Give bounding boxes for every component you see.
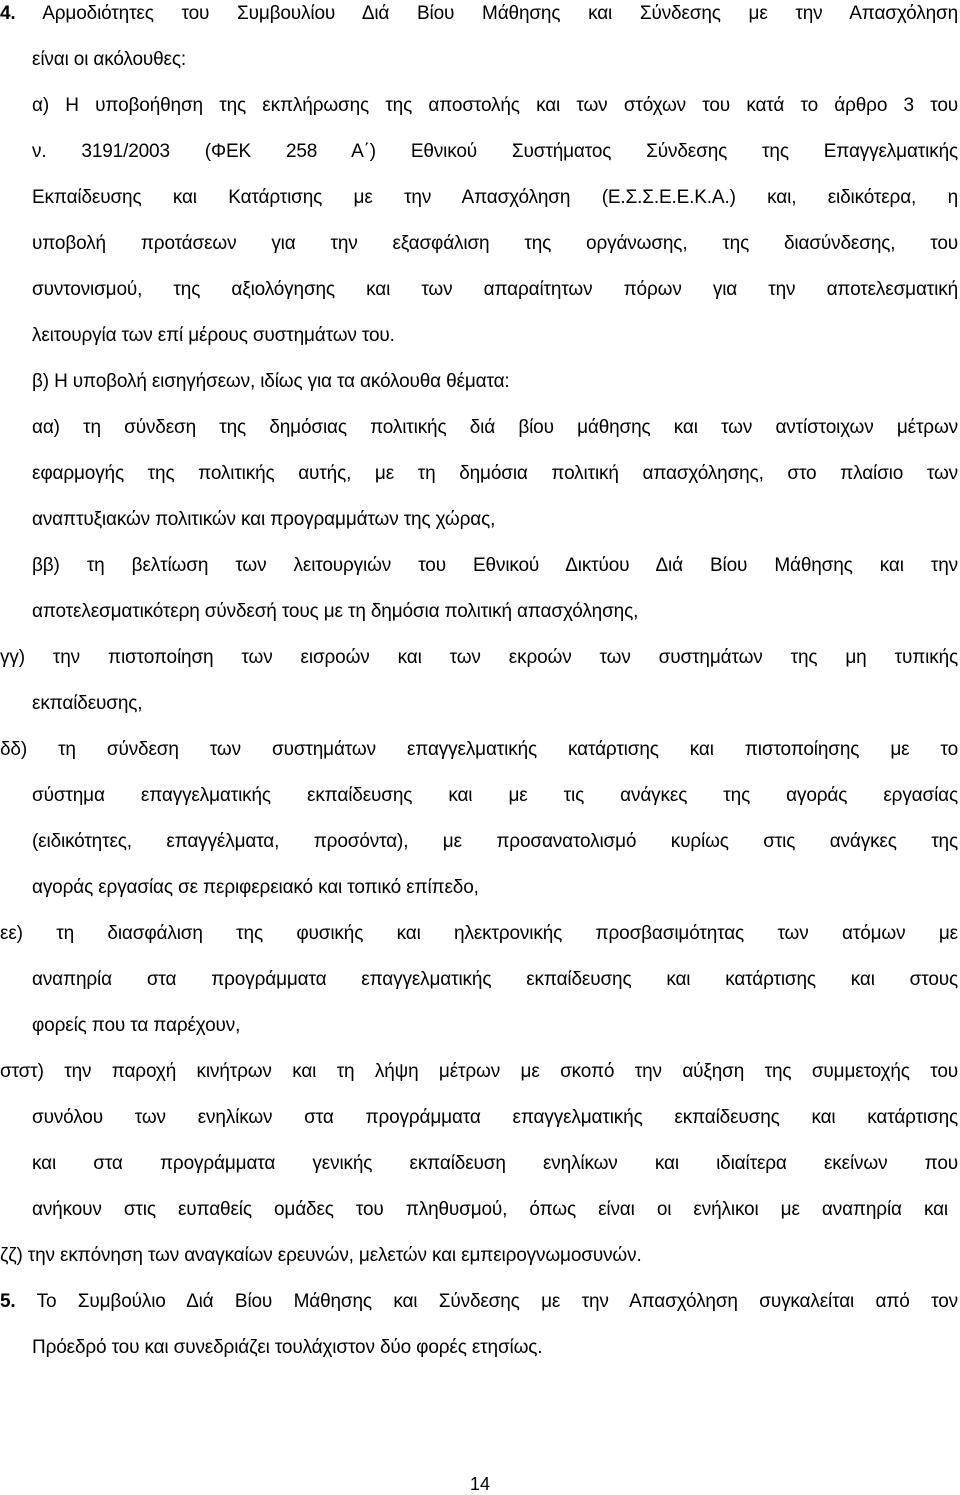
item-dd-line-2: σύστημα επαγγελματικής εκπαίδευσης και με τις ανάγκες της αγοράς εργασίας	[32, 785, 958, 806]
item-a-line-6: λειτουργία των επί μέρους συστημάτων του.	[32, 325, 395, 346]
item-ee-line-2: αναπηρία στα προγράμματα επαγγελματικής εκπαίδευσης και κατάρτισης και στους	[32, 969, 958, 990]
paragraph-4-line-2: είναι οι ακόλουθες:	[32, 49, 186, 70]
item-stst-line-2: συνόλου των ενηλίκων στα προγράμματα επαγγελματικής εκπαίδευσης και κατάρτισης	[32, 1107, 958, 1128]
item-a-line-1: α) Η υποβοήθηση της εκπλήρωσης της αποστολής και των στόχων του κατά το άρθρο 3 του	[32, 95, 958, 116]
paragraph-5-line-2: Πρόεδρό του και συνεδριάζει τουλάχιστον δύο φορές ετησίως.	[32, 1337, 543, 1358]
item-a-line-5: συντονισμού, της αξιολόγησης και των απαραίτητων πόρων για την αποτελεσματική	[32, 279, 958, 300]
item-ee-line-3: φορείς που τα παρέχουν,	[32, 1015, 241, 1036]
item-aa-line-2: εφαρμογής της πολιτικής αυτής, με τη δημόσια πολιτική απασχόλησης, στο πλαίσιο των	[32, 463, 958, 484]
item-stst-line-4: ανήκουν στις ευπαθείς ομάδες του πληθυσμού, όπως είναι οι ενήλικοι με αναπηρία και	[32, 1199, 948, 1220]
item-dd-line-1: δδ) τη σύνδεση των συστημάτων επαγγελματικής κατάρτισης και πιστοποίησης με το	[0, 739, 958, 760]
item-gg-line-2: εκπαίδευσης,	[32, 693, 143, 714]
item-dd-line-3: (ειδικότητες, επαγγέλματα, προσόντα), με προσανατολισμό κυρίως στις ανάγκες της	[32, 831, 958, 852]
item-stst-line-3: και στα προγράμματα γενικής εκπαίδευση ενηλίκων και ιδιαίτερα εκείνων που	[32, 1153, 958, 1174]
item-stst-line-1: στστ) την παροχή κινήτρων και τη λήψη μέτρων με σκοπό την αύξηση της συμμετοχής του	[0, 1061, 958, 1082]
item-b-heading: β) Η υποβολή εισηγήσεων, ιδίως για τα ακόλουθα θέματα:	[32, 371, 510, 392]
item-gg-line-1: γγ) την πιστοποίηση των εισροών και των εκροών των συστημάτων της μη τυπικής	[0, 647, 958, 668]
item-a-line-4: υποβολή προτάσεων για την εξασφάλιση της οργάνωσης, της διασύνδεσης, του	[32, 233, 958, 254]
item-aa-line-3: αναπτυξιακών πολιτικών και προγραμμάτων της χώρας,	[32, 509, 496, 530]
item-ee-line-1: εε) τη διασφάλιση της φυσικής και ηλεκτρονικής προσβασιμότητας των ατόμων με	[0, 923, 958, 944]
item-a-line-3: Εκπαίδευσης και Κατάρτισης με την Απασχόληση (Ε.Σ.Σ.Ε.Ε.Κ.Α.) και, ειδικότερα, η	[32, 187, 958, 208]
paragraph-4-line-1	[0, 2, 958, 26]
page-number: 14	[469, 1474, 491, 1494]
item-dd-line-4: αγοράς εργασίας σε περιφερειακό και τοπικό επίπεδο,	[32, 877, 479, 898]
item-zz-line-1: ζζ) την εκπόνηση των αναγκαίων ερευνών, μελετών και εμπειρογνωμοσυνών.	[0, 1245, 642, 1266]
paragraph-5-line-1	[0, 1290, 958, 1314]
line-text: Το Συμβούλιο Διά Βίου Μάθησης και Σύνδεσης με την Απασχόληση συγκαλείται από τον	[36, 1291, 958, 1312]
item-bb-line-2: αποτελεσματικότερη σύνδεσή τους με τη δημόσια πολιτική απασχόλησης,	[32, 601, 639, 622]
item-aa-line-1: αα) τη σύνδεση της δημόσιας πολιτικής διά βίου μάθησης και των αντίστοιχων μέτρων	[32, 417, 958, 438]
line-text: Αρμοδιότητες του Συμβουλίου Διά Βίου Μάθησης και Σύνδεσης με την Απασχόληση	[42, 3, 958, 24]
section-number-5: 5.	[0, 1291, 16, 1312]
item-a-line-2: ν. 3191/2003 (ΦΕΚ 258 Α΄) Εθνικού Συστήματος Σύνδεσης της Επαγγελματικής	[32, 141, 958, 162]
item-bb-line-1: ββ) τη βελτίωση των λειτουργιών του Εθνικού Δικτύου Διά Βίου Μάθησης και την	[32, 555, 958, 576]
section-number-4: 4.	[0, 3, 16, 24]
